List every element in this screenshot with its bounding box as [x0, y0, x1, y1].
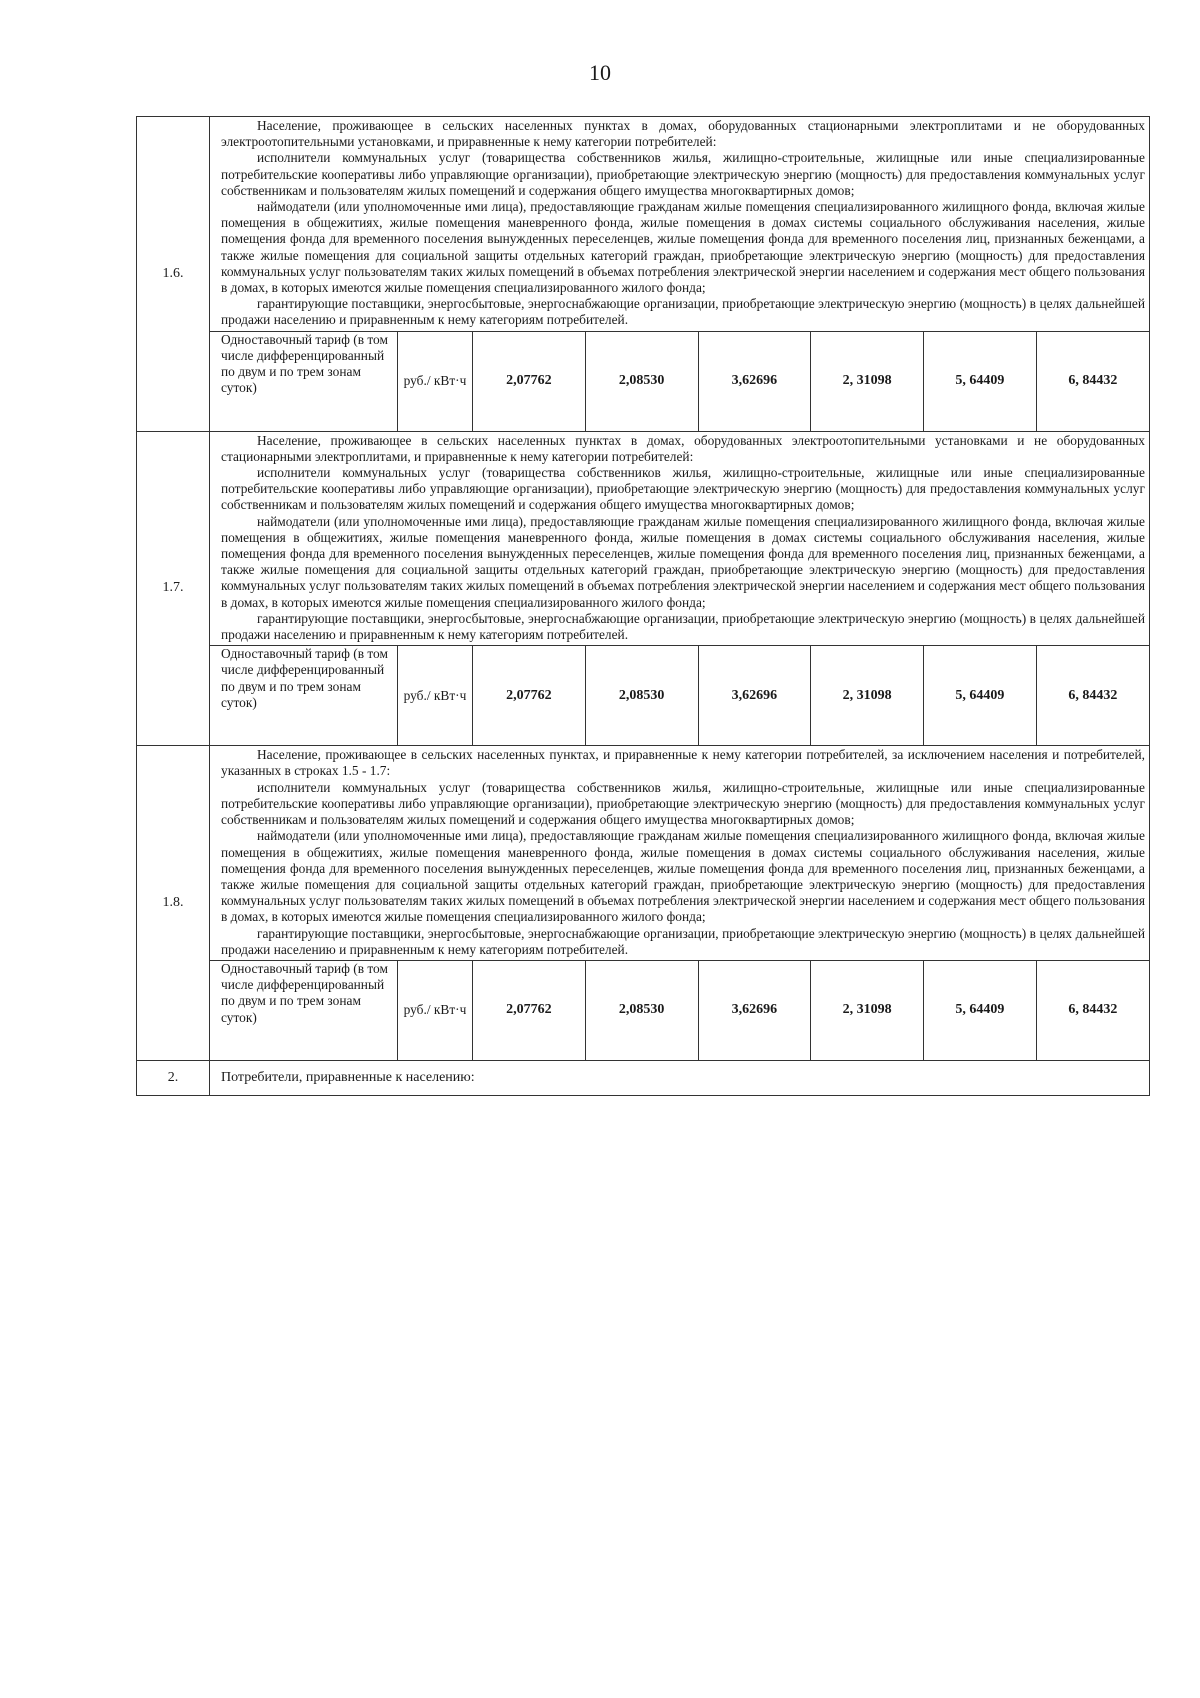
page-number: 10 [589, 60, 611, 85]
table-row [137, 746, 1150, 961]
paragraph: наймодатели (или уполномоченные ими лица), предоставляющие гражданам жилые помещения специализированного жилищного фонда, включая жилые помещения в общежитиях, жилые помещения маневренного фонда, жилые помещения в домах системы социального обслуживания населения, жилые помещения фонда для временного поселения вынужденных переселенцев, жилые помещения фонда для временного поселения лиц, признанных беженцами, а также жилые помещения для социальной защиты отдельных категорий граждан, приобретающие электрическую энергию (мощность) для предоставления коммунальных услуг пользователям таких жилых помещений в объемах потребления электрической энергии населением и содержания мест общего пользования в домах, в которых имеются жилые помещения специализированного жилого фонда; [221, 199, 1145, 296]
rate-table [210, 646, 1149, 745]
rate-value: 2,07762 [473, 332, 586, 431]
row-number: 2. [137, 1060, 210, 1095]
row-number: 1.8. [137, 746, 210, 1061]
rate-value: 2,08530 [585, 961, 698, 1060]
paragraph: исполнители коммунальных услуг (товарищества собственников жилья, жилищно-строительные, жилищные или иные специализированные потребительские кооперативы либо управляющие организации), приобретающие электрическую энергию (мощность) для предоставления коммунальных услуг собственникам и пользователям жилых помещений и содержания общего имущества многоквартирных домов; [221, 150, 1145, 198]
rate-table [210, 332, 1149, 431]
table-row [137, 431, 1150, 646]
row-number: 1.7. [137, 431, 210, 746]
paragraph: гарантирующие поставщики, энергосбытовые, энергоснабжающие организации, приобретающие электрическую энергию (мощность) в целях дальнейшей продажи населению и приравненным к нему категориям потребителей. [221, 925, 1145, 957]
rate-row [137, 960, 1150, 1060]
rate-unit: руб./ кВт·ч [398, 332, 473, 431]
paragraph: исполнители коммунальных услуг (товарищества собственников жилья, жилищно-строительные, жилищные или иные специализированные потребительские кооперативы либо управляющие организации), приобретающие электрическую энергию (мощность) для предоставления коммунальных услуг собственникам и пользователям жилых помещений и содержания общего имущества многоквартирных домов; [221, 779, 1145, 828]
rate-value: 2,07762 [473, 646, 586, 745]
paragraph: Население, проживающее в сельских населенных пунктах в домах, оборудованных стационарными электроплитами и не оборудованных электроотопительными установками, и приравненные к нему категории потребителей: [221, 118, 1145, 150]
rate-value: 6, 84432 [1068, 687, 1118, 703]
rate-row [137, 331, 1150, 431]
row-description [210, 431, 1150, 646]
rate-value: 2, 31098 [811, 332, 924, 431]
rate-row [137, 646, 1150, 746]
rate-unit: руб./ кВт·ч [398, 961, 473, 1060]
paragraph: Население, проживающее в сельских населенных пунктах, и приравненные к нему категории потребителей, за исключением населения и потребителей, указанных в строках 1.5 - 1.7: [221, 747, 1145, 779]
rate-label: Одноставочный тариф (в том числе дифференцированный по двум и по трем зонам суток) [210, 332, 398, 431]
rate-value: 2,07762 [473, 961, 586, 1060]
rate-value: 3,62696 [698, 961, 811, 1060]
rate-value: 2,08530 [585, 332, 698, 431]
paragraph: гарантирующие поставщики, энергосбытовые, энергоснабжающие организации, приобретающие электрическую энергию (мощность) в целях дальнейшей продажи населению и приравненным к нему категориям потребителей. [221, 296, 1145, 328]
row-number: 1.6. [137, 117, 210, 432]
rate-label: Одноставочный тариф (в том числе дифференцированный по двум и по трем зонам суток) [210, 961, 398, 1060]
rate-value: 3,62696 [698, 332, 811, 431]
rate-value: 2,08530 [585, 646, 698, 745]
rate-label: Одноставочный тариф (в том числе дифференцированный по двум и по трем зонам суток) [210, 646, 398, 745]
rate-value: 2, 31098 [811, 961, 924, 1060]
table-row [137, 117, 1150, 332]
rate-value: 5, 64409 [924, 646, 1037, 745]
row-description [210, 746, 1150, 961]
paragraph: Население, проживающее в сельских населенных пунктах в домах, оборудованных электроотопительными установками и не оборудованных стационарными электроплитами, и приравненные к нему категории потребителей: [221, 432, 1145, 464]
paragraph: наймодатели (или уполномоченные ими лица), предоставляющие гражданам жилые помещения специализированного жилищного фонда, включая жилые помещения в общежитиях, жилые помещения маневренного фонда, жилые помещения в домах системы социального обслуживания населения, жилые помещения фонда для временного поселения вынужденных переселенцев, жилые помещения фонда для временного поселения лиц, признанных беженцами, а также жилые помещения для социальной защиты отдельных категорий граждан, приобретающие электрическую энергию (мощность) для предоставления коммунальных услуг пользователям таких жилых помещений в объемах потребления электрической энергии населением и содержания мест общего пользования в домах, в которых имеются жилые помещения специализированного жилого фонда; [221, 828, 1145, 925]
row-description [210, 117, 1150, 332]
rate-value: 5, 64409 [924, 961, 1037, 1060]
row-description: Потребители, приравненные к населению: [210, 1060, 1150, 1095]
paragraph: гарантирующие поставщики, энергосбытовые, энергоснабжающие организации, приобретающие электрическую энергию (мощность) в целях дальнейшей продажи населению и приравненным к нему категориям потребителей. [221, 610, 1145, 643]
rate-value: 6, 84432 [1068, 1002, 1118, 1018]
rate-unit: руб./ кВт·ч [398, 646, 473, 745]
rate-table [210, 961, 1149, 1060]
paragraph: исполнители коммунальных услуг (товарищества собственников жилья, жилищно-строительные, жилищные или иные специализированные потребительские кооперативы либо управляющие организации), приобретающие электрическую энергию (мощность) для предоставления коммунальных услуг собственникам и пользователям жилых помещений и содержания общего имущества многоквартирных домов; [221, 465, 1145, 513]
tariff-table [136, 116, 1150, 1096]
table-row [137, 1060, 1150, 1095]
rate-value: 5, 64409 [924, 332, 1037, 431]
paragraph: наймодатели (или уполномоченные ими лица), предоставляющие гражданам жилые помещения специализированного жилищного фонда, включая жилые помещения в общежитиях, жилые помещения маневренного фонда, жилые помещения в домах системы социального обслуживания населения, жилые помещения фонда для временного поселения вынужденных переселенцев, жилые помещения фонда для временного поселения лиц, признанных беженцами, а также жилые помещения для социальной защиты отдельных категорий граждан, приобретающие электрическую энергию (мощность) для предоставления коммунальных услуг пользователям таких жилых помещений в объемах потребления электрической энергии населением и содержания мест общего пользования в домах, в которых имеются жилые помещения специализированного жилого фонда; [221, 513, 1145, 610]
rate-value: 6, 84432 [1068, 373, 1118, 389]
rate-value: 2, 31098 [811, 646, 924, 745]
rate-value: 3,62696 [698, 646, 811, 745]
